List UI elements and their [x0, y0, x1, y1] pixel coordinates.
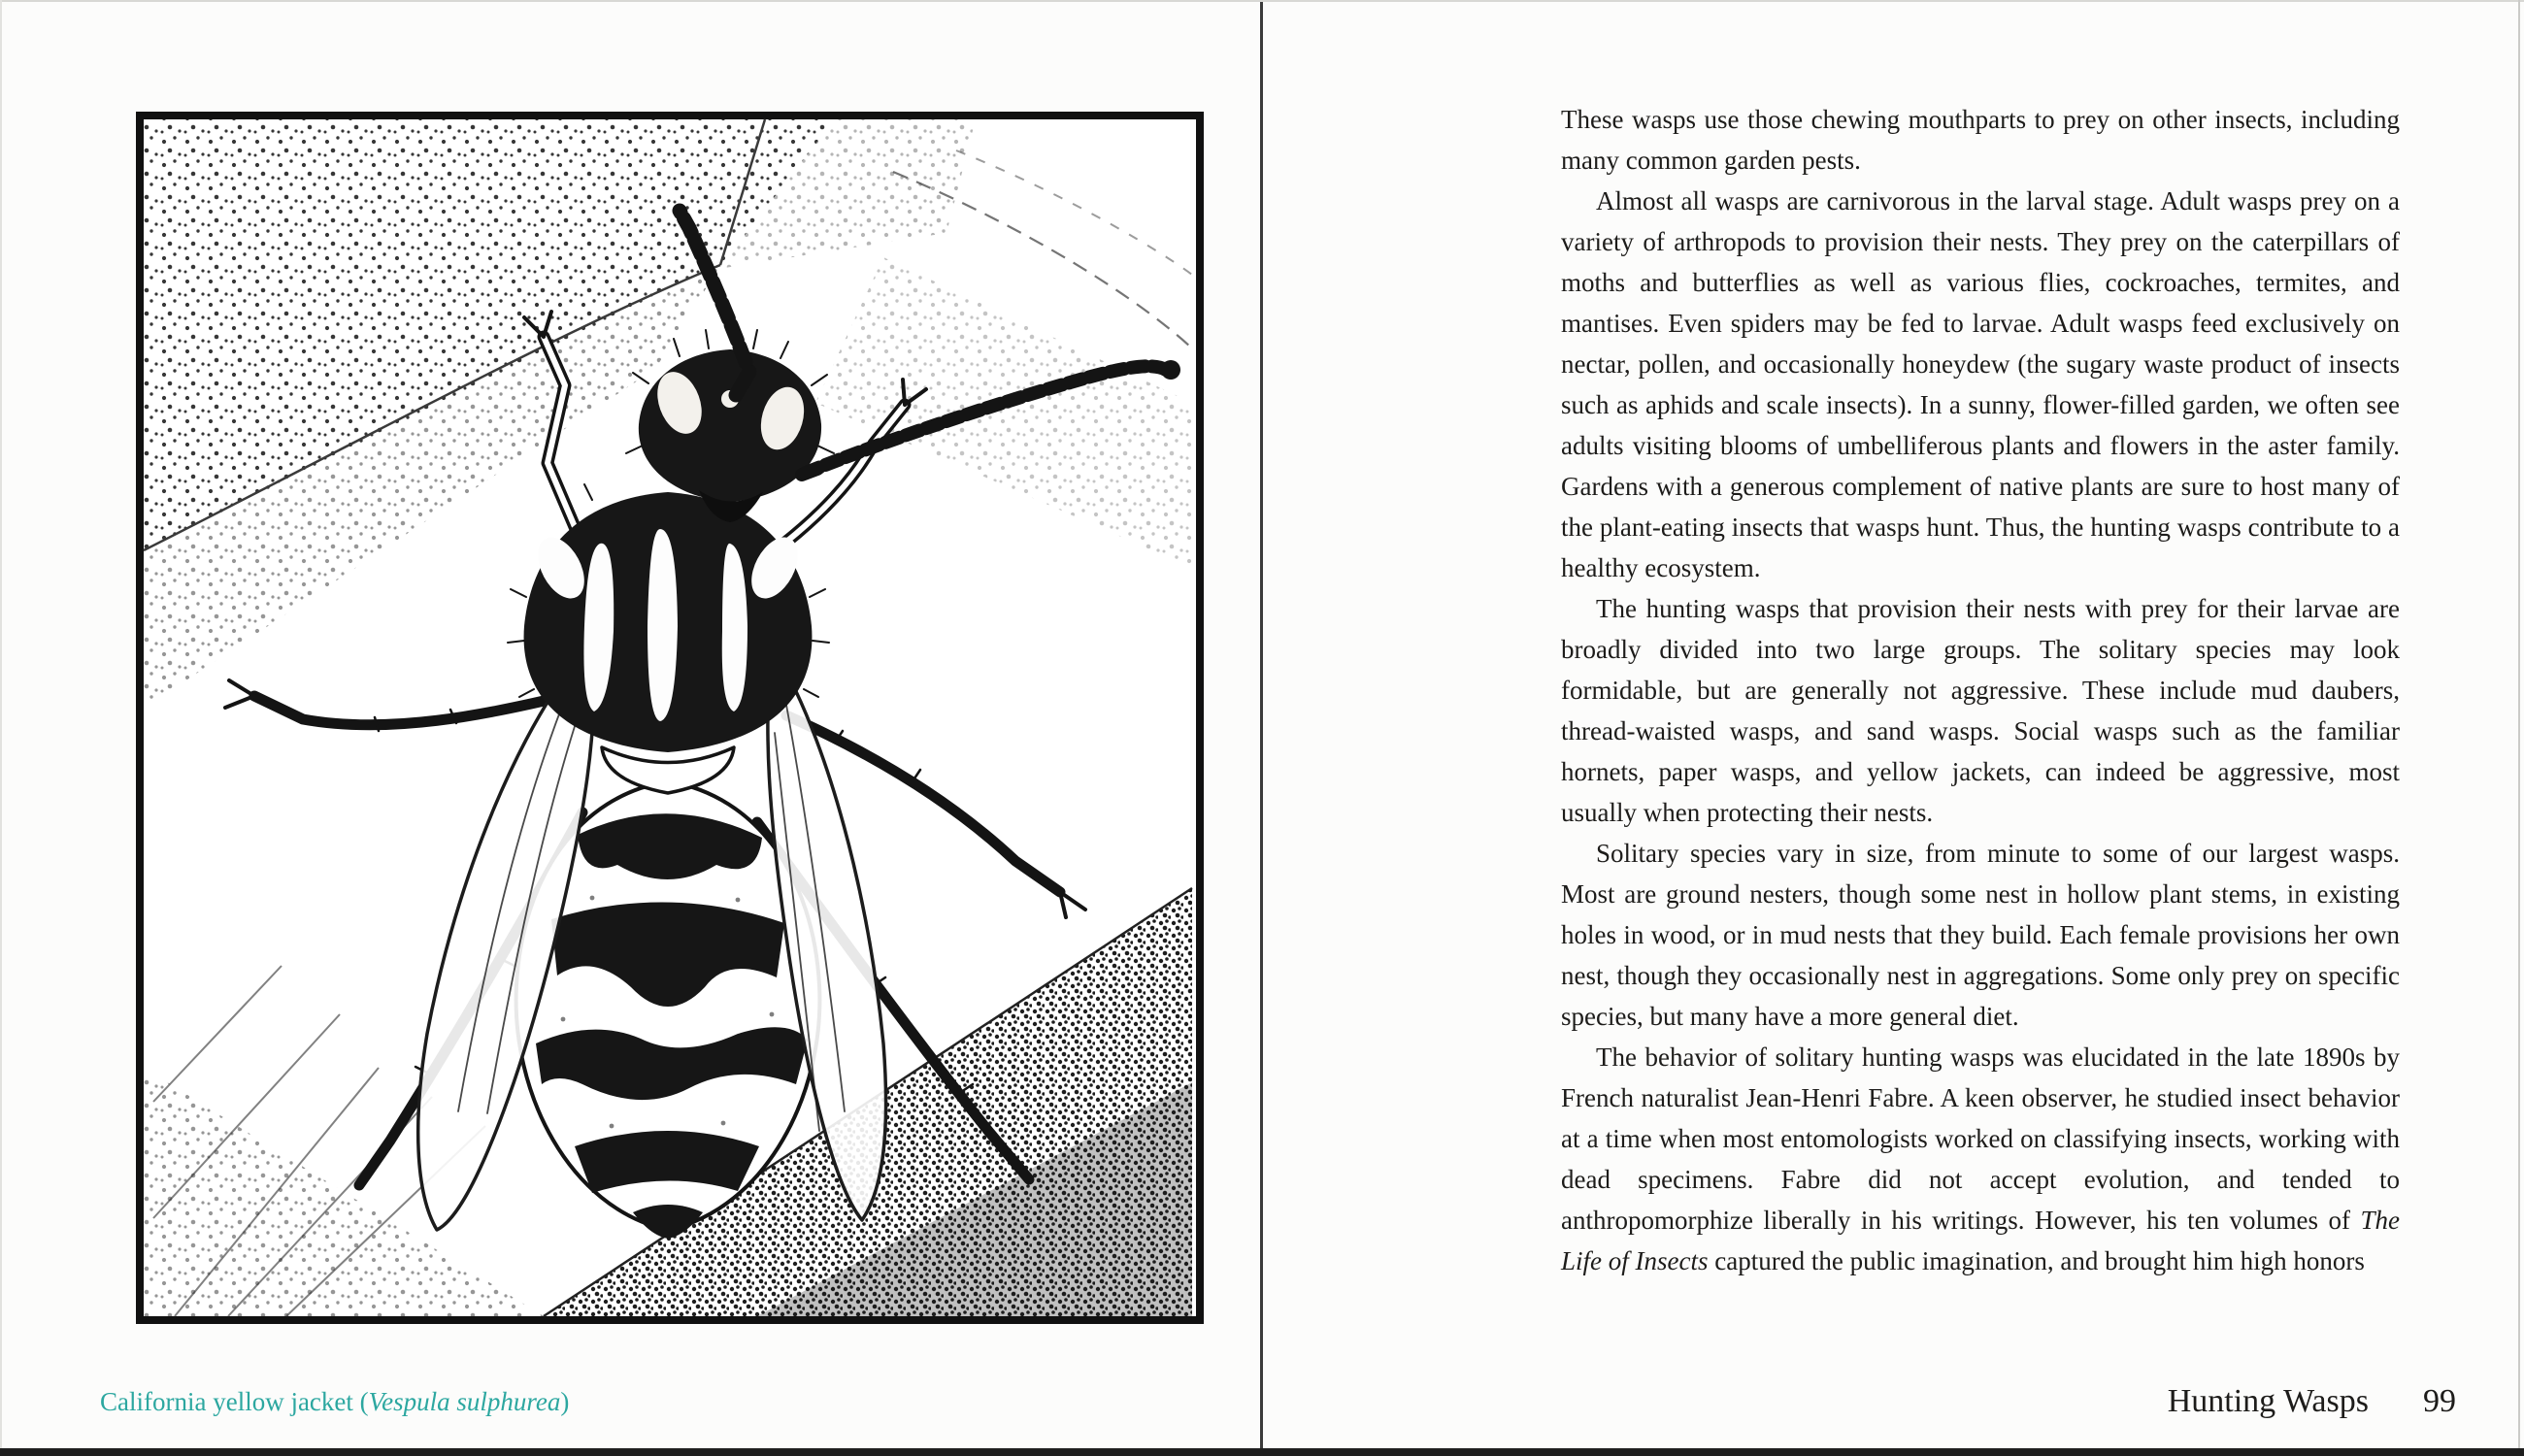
page-footer: [2168, 1382, 2456, 1421]
text-run: Almost all wasps are carnivorous in the larval stage. Adult wasps prey on a variety of arthropods to provision their nests. They prey on the caterpillars of moths and butterflies as well as various flies, cockroaches, termites, and mantises. Even spiders may be fed to larvae. Adult wasps feed exclusively on nectar, pollen, and occasionally honeydew (the sugary waste product of insects such as aphids and scale insects). In a sunny, flower-filled garden, we often see adults visiting blooms of umbelliferous plants and flowers in the aster family. Gardens with a generous complement of native plants are sure to host many of the plant-eating insects that wasps hunt. Thus, the hunting wasps contribute to a healthy ecosystem.: [1561, 186, 2400, 582]
text-run: The behavior of solitary hunting wasps was elucidated in the late 1890s by French naturalist Jean-Henri Fabre. A keen observer, he studied insect behavior at a time when most entomologists worked on classifying insects, working with dead specimens. Fabre did not accept evolution, and tended to anthropomorphize liberally in his writings. However, his ten volumes of: [1561, 1042, 2400, 1235]
paragraph: [1561, 1037, 2400, 1281]
italic-text-run: Vespula sulphurea: [368, 1387, 561, 1416]
text-run: California yellow jacket (: [100, 1387, 369, 1416]
page-gutter-divider: [1260, 0, 1263, 1456]
paragraph: [1561, 181, 2400, 588]
text-run: ): [560, 1387, 570, 1416]
body-text: [1561, 99, 2400, 1281]
scan-edge-top: [0, 0, 2524, 2]
text-run: The hunting wasps that provision their nests with prey for their larvae are broadly divided into two large groups. The solitary species may look formidable, but are generally not aggressive. These include mud daubers, thread-waisted wasps, and sand wasps. Social wasps such as the familiar hornets, paper wasps, and yellow jackets, can indeed be aggressive, most usually when protecting their nests.: [1561, 594, 2400, 827]
paragraph: [1561, 99, 2400, 181]
figure-caption: [100, 1386, 569, 1417]
wasp-illustration: [136, 112, 1204, 1324]
text-run: These wasps use those chewing mouthparts to prey on other insects, including many common garden pests.: [1561, 105, 2400, 175]
paragraph: [1561, 833, 2400, 1037]
scan-edge-right: [2518, 0, 2520, 1456]
scan-edge-bottom-bar: [0, 1448, 2524, 1456]
scan-edge-left: [0, 0, 2, 1456]
page-number: 99: [2423, 1383, 2456, 1419]
running-footer-title: Hunting Wasps: [2167, 1383, 2369, 1419]
wasp-figure: [136, 112, 1204, 1324]
italic-text-run: The Life of Insects: [1561, 1206, 2400, 1275]
text-run: Solitary species vary in size, from minute to some of our largest wasps. Most are ground nesters, though some nest in hollow plant stems, in existing holes in wood, or in mud nests that they build. Each female provisions her own nest, though they occasionally nest in aggregations. Some only prey on specific species, but many have a more general diet.: [1561, 839, 2400, 1031]
paragraph: [1561, 588, 2400, 833]
text-run: captured the public imagination, and brought him high honors: [1708, 1246, 2365, 1275]
